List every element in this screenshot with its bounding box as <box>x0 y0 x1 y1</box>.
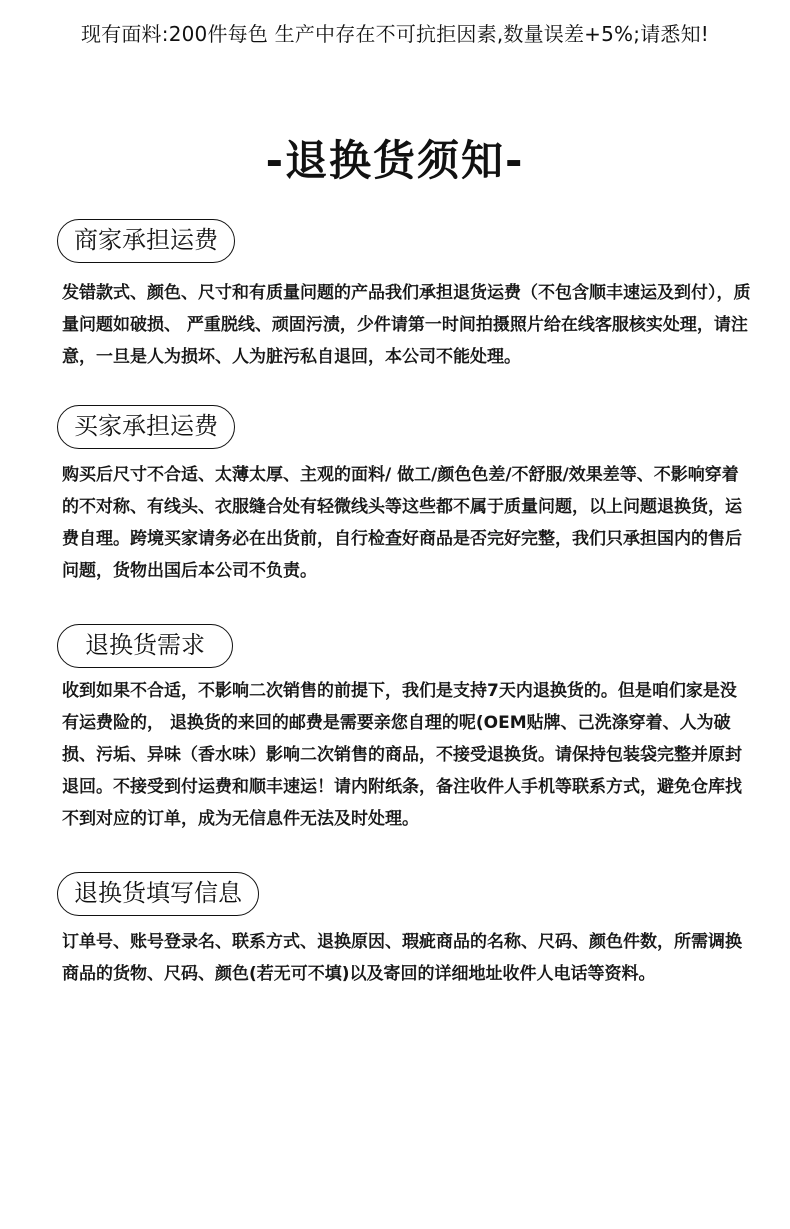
section-heading-buyer-pays: 买家承担运费 <box>57 405 235 449</box>
section-body-return-requirements: 收到如果不合适，不影响二次销售的前提下，我们是支持7天内退换货的。但是咱们家是没有运费险的， 退换货的来回的邮费是需要亲您自理的呢(OEM贴牌、己洗涤穿着、人为破损、污垢、异味（香水味）影响二次销售的商品，不接受退换货。请保持包装袋完整并原封退回。不接受到付运费和顺丰速运！请内附纸条，备注收件人手机等联系方式，避免仓库找不到对应的订单，成为无信息件无法及时处理。 <box>62 681 742 829</box>
page-title: -退换货须知- <box>265 136 525 185</box>
section-body-merchant-pays: 发错款式、颜色、尺寸和有质量问题的产品我们承担退货运费（不包含顺丰速运及到付），质量问题如破损、 严重脱线、顽固污渍，少件请第一时间拍摄照片给在线客服核实处理，请注意，一旦是人为损坏、人为脏污私自退回，本公司不能处理。 <box>62 283 751 367</box>
section-body-return-info: 订单号、账号登录名、联系方式、退换原因、瑕疵商品的名称、尺码、颜色件数，所需调换商品的货物、尺码、颜色(若无可不填)以及寄回的详细地址收件人电话等资料。 <box>62 932 742 984</box>
section-heading-merchant-pays: 商家承担运费 <box>57 219 235 263</box>
section-body-buyer-pays: 购买后尺寸不合适、太薄太厚、主观的面料/ 做工/颜色色差/不舒服/效果差等、不影响穿着的不对称、有线头、衣服缝合处有轻微线头等这些都不属于质量问题，以上问题退换货，运费自理。跨境买家请务必在出货前，自行检查好商品是否完好完整，我们只承担国内的售后问题，货物出国后本公司不负责。 <box>62 465 742 581</box>
section-heading-return-info: 退换货填写信息 <box>57 872 259 916</box>
fabric-notice: 现有面料:200件每色 生产中存在不可抗拒因素,数量误差+5%;请悉知! <box>80 22 710 46</box>
section-heading-return-requirements: 退换货需求 <box>57 624 233 668</box>
